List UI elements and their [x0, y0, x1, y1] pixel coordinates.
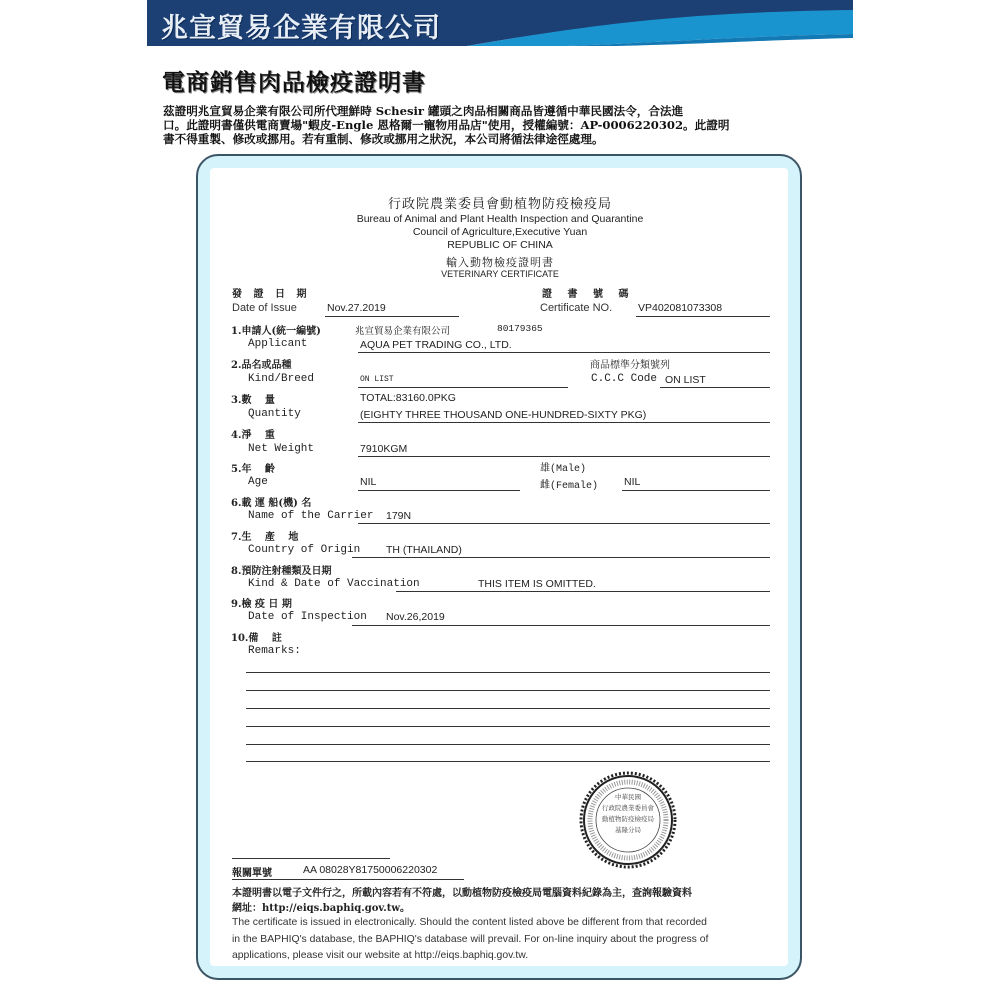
footer-zh-line: 本證明書以電子文件行之，所載內容若有不符處，以動植物防疫檢疫局電腦資料紀錄為主，查詢報驗資料	[232, 888, 692, 899]
vaccination-label: Kind & Date of Vaccination	[248, 578, 420, 590]
carrier-value: 179N	[386, 510, 412, 522]
carrier-label: Name of the Carrier	[248, 510, 374, 522]
customs-no-value: AA 08028Y81750006220302	[303, 864, 438, 876]
seal-line-3: 動植物防疫檢疫局	[602, 815, 654, 823]
applicant-label-zh: 1.申請人(統一編號)	[231, 326, 321, 337]
ccc-code-value: ON LIST	[665, 374, 706, 386]
sex-value: NIL	[624, 476, 641, 488]
remarks-line	[246, 744, 770, 745]
applicant-id: 80179365	[497, 323, 543, 334]
seal-line-2: 行政院農業委員會	[602, 804, 654, 812]
origin-label-zh: 7.生 產 地	[231, 532, 299, 543]
remarks-line	[246, 672, 770, 673]
date-of-issue-value: Nov.27.2019	[327, 302, 386, 314]
certificate-type-zh: 輸入動物檢疫證明書	[446, 256, 554, 269]
certificate-type-en: VETERINARY CERTIFICATE	[441, 269, 559, 279]
date-of-issue-label-zh: 發 證 日 期	[232, 289, 311, 300]
inspection-label-zh: 9.檢 疫 日 期	[231, 599, 292, 610]
footer-zh-line: 網址：http://eiqs.baphiq.gov.tw。	[232, 903, 410, 914]
kind-label: Kind/Breed	[248, 373, 315, 385]
inspection-value: Nov.26,2019	[386, 611, 445, 623]
applicant-value-zh: 兆宣貿易企業有限公司	[355, 326, 451, 337]
footer-en-line: The certificate is issued in electronically. Should the content listed above be different from that recorded	[232, 917, 707, 928]
seal-line-1: 中華民國	[615, 793, 641, 801]
vaccination-label-zh: 8.預防注射種類及日期	[231, 566, 332, 577]
underline	[358, 490, 520, 491]
underline	[622, 490, 770, 491]
divider	[232, 858, 390, 859]
net-weight-label-zh: 4.淨 重	[231, 430, 275, 441]
underline	[352, 557, 770, 558]
quantity-value: TOTAL:83160.0PKG	[360, 392, 456, 404]
country-name-en: REPUBLIC OF CHINA	[447, 239, 553, 251]
official-seal-stamp	[568, 770, 688, 870]
net-weight-label: Net Weight	[248, 443, 315, 455]
company-name: 兆宣貿易企業有限公司	[161, 13, 441, 44]
underline	[660, 387, 770, 388]
carrier-label-zh: 6.載 運 船(機) 名	[231, 498, 312, 509]
underline	[358, 352, 770, 353]
footer-en-line: applications, please visit our website at http://eiqs.baphiq.gov.tw.	[232, 950, 529, 961]
certificate-no-label: Certificate NO.	[540, 302, 613, 314]
agency-name-en: Bureau of Animal and Plant Health Inspection and Quarantine	[356, 213, 644, 225]
remarks-label: Remarks:	[248, 645, 301, 657]
remarks-line	[246, 690, 770, 691]
intro-line: 書不得重製、修改或挪用。若有重制、修改或挪用之狀況，本公司將循法律途徑處理。	[163, 132, 604, 146]
remarks-label-zh: 10.備 註	[231, 633, 282, 644]
underline	[636, 316, 770, 317]
origin-value: TH (THAILAND)	[386, 544, 462, 556]
footer-note-zh	[232, 886, 792, 916]
net-weight-value: 7910KGM	[360, 443, 408, 455]
underline	[396, 591, 770, 592]
origin-label: Country of Origin	[248, 544, 361, 556]
quantity-label-zh: 3.數 量	[231, 395, 275, 406]
age-label-zh: 5.年 齡	[231, 464, 275, 475]
kind-label-zh: 2.品名或品種	[231, 360, 292, 371]
underline	[232, 879, 464, 880]
applicant-value: AQUA PET TRADING CO., LTD.	[360, 339, 512, 351]
underline	[352, 625, 770, 626]
remarks-line	[246, 726, 770, 727]
certificate-no-value: VP402081073308	[638, 302, 723, 314]
underline	[358, 387, 568, 388]
certificate-no-label-zh: 證 書 號 碼	[542, 289, 635, 300]
agency-name-zh: 行政院農業委員會動植物防疫檢疫局	[387, 197, 612, 212]
date-of-issue-label: Date of Issue	[232, 302, 297, 314]
document-title: 電商銷售肉品檢疫證明書	[162, 69, 426, 96]
footer-note-en	[232, 915, 792, 965]
quantity-label: Quantity	[248, 408, 301, 420]
intro-paragraph	[163, 104, 803, 146]
age-value: NIL	[360, 476, 377, 488]
age-label: Age	[248, 476, 268, 488]
footer-en-line: in the BAPHIQ's database, the BAPHIQ's database will prevail. For on-line inquiry about the progress of	[232, 933, 709, 945]
vaccination-value: THIS ITEM IS OMITTED.	[478, 578, 596, 590]
ccc-code-label: C.C.C Code	[591, 373, 658, 385]
customs-no-label-zh: 報關單號	[232, 868, 272, 879]
remarks-line	[246, 708, 770, 709]
company-banner	[147, 0, 853, 46]
underline	[358, 523, 770, 524]
intro-line: 口。此證明書僅供電商賣場"蝦皮-Engle 恩格爾一寵物用品店"使用，授權編號：AP-0006220302。此證明	[163, 118, 730, 132]
underline	[358, 422, 770, 423]
council-name-en: Council of Agriculture,Executive Yuan	[412, 226, 588, 238]
underline	[325, 316, 459, 317]
underline	[358, 456, 770, 457]
ccc-label-zh: 商品標準分類號列	[590, 360, 670, 371]
intro-line: 茲證明兆宣貿易企業有限公司所代理鮮時 Schesir 罐頭之肉品相關商品皆遵循中華民國法令，合法進	[163, 104, 684, 118]
seal-line-4: 基隆分局	[615, 826, 641, 834]
female-label: 雌(Female)	[540, 481, 599, 492]
quantity-words: (EIGHTY THREE THOUSAND ONE-HUNDRED-SIXTY PKG)	[360, 409, 647, 421]
remarks-line	[246, 761, 770, 762]
kind-value: ON LIST	[360, 375, 394, 384]
male-label: 雄(Male)	[540, 464, 587, 475]
inspection-label: Date of Inspection	[248, 611, 367, 623]
applicant-label: Applicant	[248, 338, 308, 350]
